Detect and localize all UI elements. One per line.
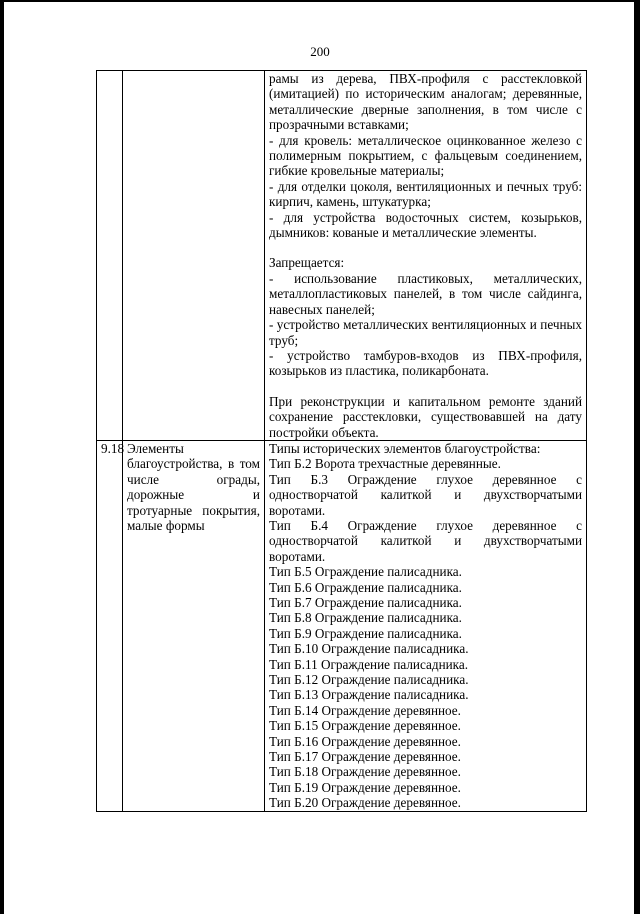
type-item: Тип Б.18 Ограждение деревянное. <box>269 764 461 780</box>
prohibited-item: - использование пластиковых, металлических, металлопластиковых панелей, в том числе сайдинга, навесных панелей; <box>269 270 582 317</box>
row-name-cell <box>123 71 265 441</box>
paragraph-gap <box>269 379 582 394</box>
type-item: Тип Б.13 Ограждение палисадника. <box>269 687 469 703</box>
material-paragraph: - для кровель: металлическое оцинкованное железо с полимерным покрытием, с фальцевым соединением, гибкие кровельные материалы; <box>269 132 582 179</box>
row-number-cell <box>97 71 123 441</box>
type-item: Тип Б.3 Ограждение глухое деревянное с одностворчатой калиткой и двухстворчатыми воротами. <box>269 471 582 518</box>
scan-edge-right <box>634 0 640 914</box>
type-item: Тип Б.10 Ограждение палисадника. <box>269 641 469 657</box>
type-item: Тип Б.6 Ограждение палисадника. <box>269 579 462 595</box>
prohibited-title: Запрещается: <box>269 255 345 271</box>
type-item: Тип Б.4 Ограждение глухое деревянное с одностворчатой калиткой и двухстворчатыми воротами. <box>269 517 582 564</box>
type-item: Тип Б.16 Ограждение деревянное. <box>269 733 461 749</box>
type-item: Тип Б.17 Ограждение деревянное. <box>269 749 461 765</box>
closing-paragraph: При реконструкции и капитальном ремонте зданий сохранение расстекловки, существовавшей на дату постройки объекта. <box>269 393 582 440</box>
prohibited-item: - устройство металлических вентиляционных и печных труб; <box>269 317 582 348</box>
prohibited-item: - устройство тамбуров-входов из ПВХ-профиля, козырьков из пластика, поликарбоната. <box>269 347 582 379</box>
row-number-cell: 9.18 <box>97 440 123 811</box>
table-row <box>97 440 587 811</box>
type-item: Тип Б.14 Ограждение деревянное. <box>269 702 461 718</box>
type-item: Тип Б.15 Ограждение деревянное. <box>269 718 461 734</box>
row-description-cell <box>265 440 587 811</box>
page-number: 200 <box>310 44 330 59</box>
material-paragraph: - для устройства водосточных систем, козырьков, дымников: кованые и металлические элементы. <box>269 209 582 241</box>
type-item: Тип Б.8 Ограждение палисадника. <box>269 610 462 626</box>
type-item: Тип Б.12 Ограждение палисадника. <box>269 672 469 688</box>
type-item: Тип Б.11 Ограждение палисадника. <box>269 656 469 672</box>
types-intro: Типы исторических элементов благоустройства: <box>269 440 541 456</box>
type-item: Тип Б.20 Ограждение деревянное. <box>269 795 461 811</box>
scan-edge-top <box>0 0 640 2</box>
type-item: Тип Б.7 Ограждение палисадника. <box>269 595 462 610</box>
scan-edge-left <box>0 0 4 914</box>
type-item: Тип Б.2 Ворота трехчастные деревянные. <box>269 456 501 472</box>
type-item: Тип Б.5 Ограждение палисадника. <box>269 564 462 580</box>
row-name-cell: Элементы благоустройства, в том числе ограды, дорожные и тротуарные покрытия, малые формы <box>123 440 265 811</box>
regulation-table <box>96 70 587 812</box>
paragraph-gap <box>269 240 582 255</box>
type-item: Тип Б.19 Ограждение деревянное. <box>269 779 461 795</box>
row-description-cell <box>265 71 587 441</box>
table-row <box>97 71 587 441</box>
material-paragraph: рамы из дерева, ПВХ-профиля с расстекловкой (имитацией) по историческим аналогам; деревянные, металлические дверные заполнения, в том числе с прозрачными вставками; <box>269 71 582 133</box>
type-item: Тип Б.9 Ограждение палисадника. <box>269 625 462 641</box>
material-paragraph: - для отделки цоколя, вентиляционных и печных труб: кирпич, камень, штукатурка; <box>269 178 582 210</box>
